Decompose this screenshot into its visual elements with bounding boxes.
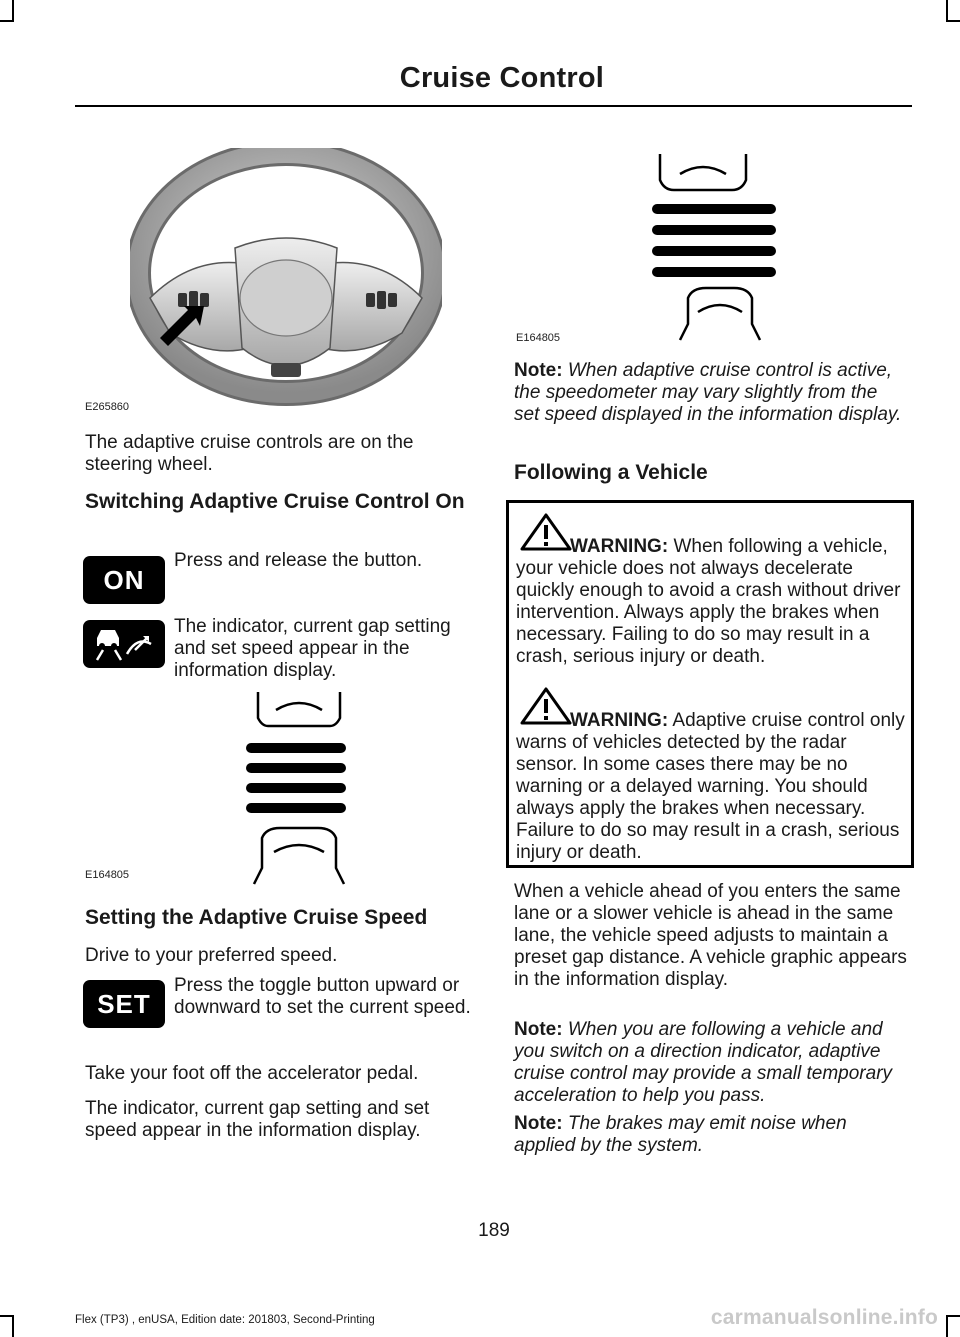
note-paragraph [514,1113,906,1157]
warning-text: Adaptive cruise control only warns of vehicles detected by the radar sensor. In some cases there may be no warning or a delayed warning. You should always apply the brakes when necessary. Failure to do so may result in a crash, serious injury or death. [516,710,905,863]
warning-label: WARNING: [570,536,669,557]
on-instruction: Press and release the button. [174,550,423,571]
note-label: Note: [514,1113,563,1134]
edition-info: Flex (TP3) , enUSA, Edition date: 201803, Second-Printing [75,1314,375,1326]
steering-wheel-illustration [130,148,442,418]
following-paragraph: When a vehicle ahead of you enters the same lane or a slower vehicle is ahead in the same lane, the vehicle speed adjusts to maintain a preset gap distance. A vehicle graphic appears in the information display. [514,881,907,990]
foot-instruction: Take your foot off the accelerator pedal. [85,1063,419,1084]
figure-code: E164805 [516,332,561,344]
crop-mark [12,0,14,20]
set-button-icon: SET [83,980,165,1028]
figure-code: E265860 [85,401,130,413]
section-heading: Switching Adaptive Cruise Control On [85,490,465,513]
on-button-icon: ON [83,556,165,604]
header-divider [75,105,912,107]
crop-mark [946,20,960,22]
note-text: When you are following a vehicle and you switch on a direction indicator, adaptive cruise control may provide a small temporary acceleration to help you pass. [514,1019,893,1106]
crop-mark [946,1315,960,1317]
section-heading: Following a Vehicle [514,461,708,484]
intro-paragraph: The adaptive cruise controls are on the steering wheel. [85,432,414,475]
indicator-description: The indicator, current gap setting and set speed appear in the information display. [174,616,451,681]
warning-paragraph [516,710,912,864]
drive-instruction: Drive to your preferred speed. [85,945,338,966]
indicator-description: The indicator, current gap setting and set speed appear in the information display. [85,1098,430,1141]
note-text: The brakes may emit noise when applied by the system. [514,1113,847,1156]
crop-mark [0,20,14,22]
adaptive-cruise-indicator-icon [83,620,165,668]
figure-code: E164805 [85,869,130,881]
warning-box [506,500,914,868]
crop-mark [946,1317,948,1337]
warning-label: WARNING: [570,710,669,731]
note-paragraph [514,360,906,426]
crop-mark [0,1315,14,1317]
crop-mark [12,1317,14,1337]
note-paragraph [514,1019,910,1107]
note-text: When adaptive cruise control is active, the speedometer may vary slightly from the set speed displayed in the information display. [514,360,902,425]
set-instruction: Press the toggle button upward or downward to set the current speed. [174,975,471,1018]
watermark: carmanualsonline.info [710,1306,938,1329]
page-title: Cruise Control [399,62,604,94]
crop-mark [946,0,948,20]
gap-setting-display-illustration [652,152,778,348]
warning-text: When following a vehicle, your vehicle does not always decelerate quickly enough to avoid a crash without driver intervention. Always apply the brakes when necessary. Failing to do so may result in a crash, serious injury or death. [516,536,901,667]
gap-setting-display-illustration [244,690,354,886]
section-heading: Setting the Adaptive Cruise Speed [85,906,428,929]
note-label: Note: [514,360,563,381]
page-number: 189 [478,1220,510,1241]
warning-paragraph [516,536,912,668]
note-label: Note: [514,1019,563,1040]
